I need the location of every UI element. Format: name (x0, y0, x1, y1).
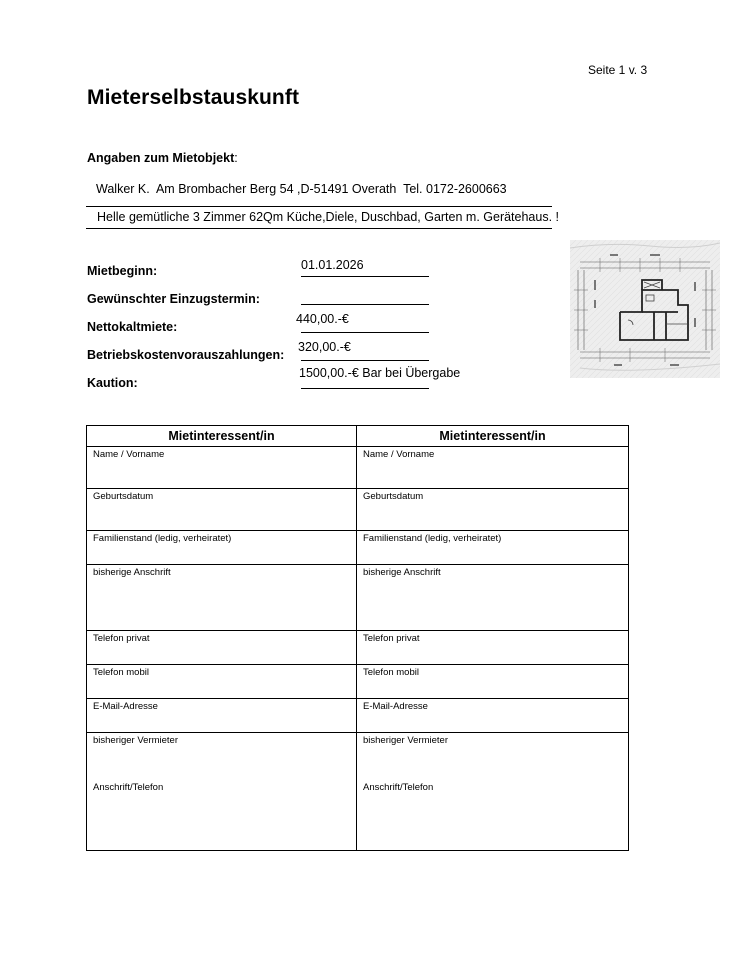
divider-line (86, 228, 552, 229)
kaution-value: 1500,00.-€ Bar bei Übergabe (299, 366, 461, 380)
email-field-cell[interactable] (87, 699, 357, 733)
table-row (87, 447, 629, 489)
landlord-address-phone-label: Anschrift/Telefon (93, 782, 164, 793)
betriebskosten-label: Betriebskostenvorauszahlungen: (87, 348, 285, 362)
table-row (87, 631, 629, 665)
birthdate-field-cell[interactable] (357, 489, 629, 531)
property-heading-colon: : (234, 151, 238, 165)
previous-address-field-cell[interactable] (87, 565, 357, 631)
column-header: Mietinteressent/in (87, 426, 357, 447)
field-label: Telefon mobil (93, 667, 149, 678)
field-label: Telefon privat (363, 633, 420, 644)
previous-address-field-cell[interactable] (357, 565, 629, 631)
phone-private-field-cell[interactable] (87, 631, 357, 665)
field-label: E-Mail-Adresse (93, 701, 158, 712)
previous-landlord-field-cell[interactable] (357, 733, 629, 851)
phone-mobile-field-cell[interactable] (357, 665, 629, 699)
nettokaltmiete-underline (301, 332, 429, 333)
betriebskosten-underline (301, 360, 429, 361)
field-label: Geburtsdatum (93, 491, 154, 502)
field-label: Telefon mobil (363, 667, 419, 678)
page-title: Mieterselbstauskunft (87, 86, 300, 109)
field-label: Familienstand (ledig, verheiratet) (363, 533, 502, 544)
field-label: bisherige Anschrift (363, 567, 441, 578)
divider-line (86, 206, 552, 207)
table-row (87, 733, 629, 851)
field-label: Name / Vorname (363, 449, 435, 460)
property-description: Helle gemütliche 3 Zimmer 62Qm Küche,Diele, Duschbad, Garten m. Gerätehaus. ! (97, 210, 560, 224)
mietbeginn-underline (301, 276, 429, 277)
tenant-info-table (86, 425, 629, 851)
nettokaltmiete-value: 440,00.-€ (296, 312, 349, 326)
email-field-cell[interactable] (357, 699, 629, 733)
marital-status-field-cell[interactable] (87, 531, 357, 565)
table-row (87, 665, 629, 699)
einzug-underline (301, 304, 429, 305)
betriebskosten-value: 320,00.-€ (298, 340, 351, 354)
landlord-address-phone-label: Anschrift/Telefon (363, 782, 434, 793)
table-row (87, 531, 629, 565)
einzug-label: Gewünschter Einzugstermin: (87, 292, 260, 306)
mietbeginn-label: Mietbeginn: (87, 264, 158, 278)
field-label: E-Mail-Adresse (363, 701, 428, 712)
field-label: bisheriger Vermieter (93, 735, 179, 746)
previous-landlord-field-cell[interactable] (87, 733, 357, 851)
field-label: Name / Vorname (93, 449, 165, 460)
table-row (87, 489, 629, 531)
table-row (87, 699, 629, 733)
table-row (87, 565, 629, 631)
name-field-cell[interactable] (357, 447, 629, 489)
property-heading-text: Angaben zum Mietobjekt (87, 151, 235, 165)
marital-status-field-cell[interactable] (357, 531, 629, 565)
name-field-cell[interactable] (87, 447, 357, 489)
field-label: bisheriger Vermieter (363, 735, 449, 746)
birthdate-field-cell[interactable] (87, 489, 357, 531)
table-header-row (87, 426, 629, 447)
property-section-heading (87, 151, 238, 165)
kaution-underline (301, 388, 429, 389)
field-label: Familienstand (ledig, verheiratet) (93, 533, 232, 544)
column-header: Mietinteressent/in (357, 426, 629, 447)
field-label: bisherige Anschrift (93, 567, 171, 578)
nettokaltmiete-label: Nettokaltmiete: (87, 320, 178, 334)
field-label: Telefon privat (93, 633, 150, 644)
phone-private-field-cell[interactable] (357, 631, 629, 665)
field-label: Geburtsdatum (363, 491, 424, 502)
page-number: Seite 1 v. 3 (588, 63, 648, 77)
floor-plan-image (570, 240, 720, 378)
mietbeginn-value: 01.01.2026 (301, 258, 364, 272)
phone-mobile-field-cell[interactable] (87, 665, 357, 699)
landlord-contact-line: Walker K. Am Brombacher Berg 54 ,D-51491 Overath Tel. 0172-2600663 (96, 182, 507, 196)
kaution-label: Kaution: (87, 376, 138, 390)
